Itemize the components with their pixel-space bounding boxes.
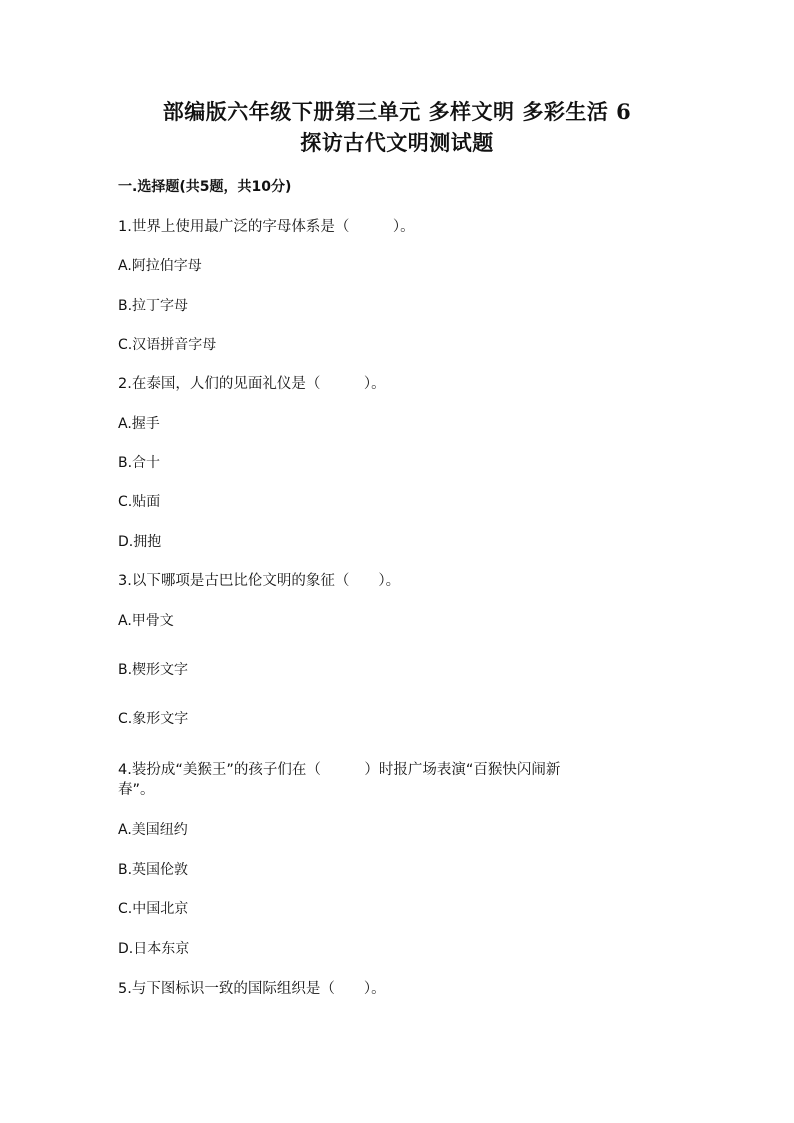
question-1-option-a: A.阿拉伯字母 (118, 258, 202, 274)
question-2-option-b: B.合十 (118, 455, 161, 471)
question-4-option-b: B.英国伦敦 (118, 862, 189, 878)
question-4-option-c: C.中国北京 (118, 901, 189, 917)
page-title-line-2: 探访古代文明测试题 (300, 130, 494, 155)
question-3-stem: 3.以下哪项是古巴比伦文明的象征（ ）。 (118, 573, 401, 589)
question-2-option-c: C.贴面 (118, 494, 161, 510)
page-title-line-1: 部编版六年级下册第三单元 多样文明 多彩生活 6 (162, 99, 632, 124)
question-3-option-b: B.楔形文字 (118, 662, 189, 678)
question-3-option-c: C.象形文字 (118, 711, 189, 727)
question-2-option-d: D.拥抱 (118, 534, 162, 550)
question-2-stem: 2.在泰国，人们的见面礼仪是（ ）。 (118, 376, 386, 392)
question-1-option-b: B.拉丁字母 (118, 298, 189, 314)
question-4-stem-line-1: 4.装扮成“美猴王”的孩子们在（ ）时报广场表演“百猴快闪闹新 (118, 762, 561, 778)
question-1-stem: 1.世界上使用最广泛的字母体系是（ ）。 (118, 219, 415, 235)
question-2-option-a: A.握手 (118, 416, 160, 432)
question-3-option-a: A.甲骨文 (118, 613, 174, 629)
question-4-option-d: D.日本东京 (118, 941, 190, 957)
question-4-stem-line-2: 春”。 (118, 782, 155, 798)
question-1-option-c: C.汉语拼音字母 (118, 337, 217, 353)
section-heading: 一.选择题(共5题，共10分) (118, 179, 292, 195)
question-5-stem: 5.与下图标识一致的国际组织是（ ）。 (118, 981, 386, 997)
question-4-option-a: A.美国纽约 (118, 822, 188, 838)
